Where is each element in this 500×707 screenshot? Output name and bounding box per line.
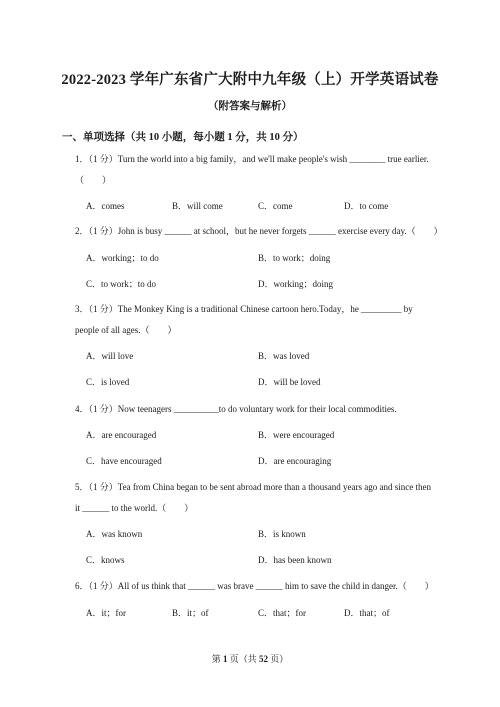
question-3-option-b: B．was loved — [258, 351, 310, 361]
question-4-line-1: 4．（1 分）Now teenagers __________to do voluntary work for their local commodities. — [75, 404, 397, 414]
footer-prefix: 第 — [211, 654, 223, 664]
question-3-line-1: 3．（1 分）The Monkey King is a traditional Chinese cartoon hero.Today，he _________ by — [75, 304, 413, 314]
question-5-line-1: 5．（1 分）Tea from China began to be sent abroad more than a thousand years ago and since then — [75, 482, 432, 492]
footer-suffix: 页） — [268, 654, 289, 664]
question-2-option-a: A．working；to do — [86, 253, 159, 263]
question-1-line-2: （ ） — [75, 175, 112, 185]
question-6-line-1: 6．（1 分）All of us think that ______ was brave ______ him to save the child in danger.（ ） — [75, 581, 434, 591]
question-5-option-c: C．knows — [86, 555, 125, 565]
page-footer — [0, 652, 500, 665]
footer-middle: 页（共 — [227, 654, 259, 664]
footer-page-number: 1 — [222, 654, 228, 664]
question-5-option-a: A．was known — [86, 529, 143, 539]
question-1-line-1: 1．（1 分）Turn the world into a big family，and we'll make people's wish ________ true earlier. — [75, 154, 429, 164]
question-6-option-a: A．it；for — [86, 608, 126, 618]
question-1-option-c: C．come — [258, 201, 293, 211]
question-5-option-b: B．is known — [258, 529, 306, 539]
page-subtitle: （附答案与解析） — [208, 101, 292, 112]
question-3-line-2: people of all ages.（ ） — [75, 325, 177, 335]
question-2-option-c: C．to work；to do — [86, 279, 157, 289]
question-6-option-d: D．that；of — [344, 608, 390, 618]
footer-total-pages: 52 — [259, 654, 268, 664]
question-4-option-c: C．have encouraged — [86, 456, 162, 466]
question-1-option-d: D．to come — [344, 201, 389, 211]
question-3-option-d: D．will be loved — [258, 377, 321, 387]
question-1-option-a: A．comes — [86, 201, 125, 211]
question-1-option-b: B．will come — [172, 201, 223, 211]
question-3-option-c: C．is loved — [86, 377, 130, 387]
question-4-option-a: A．are encouraged — [86, 430, 157, 440]
question-5-option-d: D．has been known — [258, 555, 332, 565]
question-2-line-1: 2．（1 分）John is busy ______ at school，but he never forgets ______ exercise every day.（ ） — [75, 226, 443, 236]
section-heading: 一、单项选择（共 10 小题，每小题 1 分，共 10 分） — [62, 132, 304, 143]
question-4-option-b: B．were encouraged — [258, 430, 335, 440]
question-6-option-b: B．it；of — [172, 608, 209, 618]
question-3-option-a: A．will love — [86, 351, 134, 361]
question-5-line-2: it ______ to the world.（ ） — [75, 503, 194, 513]
page-title: 2022-2023 学年广东省广大附中九年级（上）开学英语试卷 — [61, 72, 439, 88]
question-2-option-b: B．to work；doing — [258, 253, 331, 263]
question-4-option-d: D．are encouraging — [258, 456, 332, 466]
question-6-option-c: C．that；for — [258, 608, 306, 618]
question-2-option-d: D．working；doing — [258, 279, 333, 289]
